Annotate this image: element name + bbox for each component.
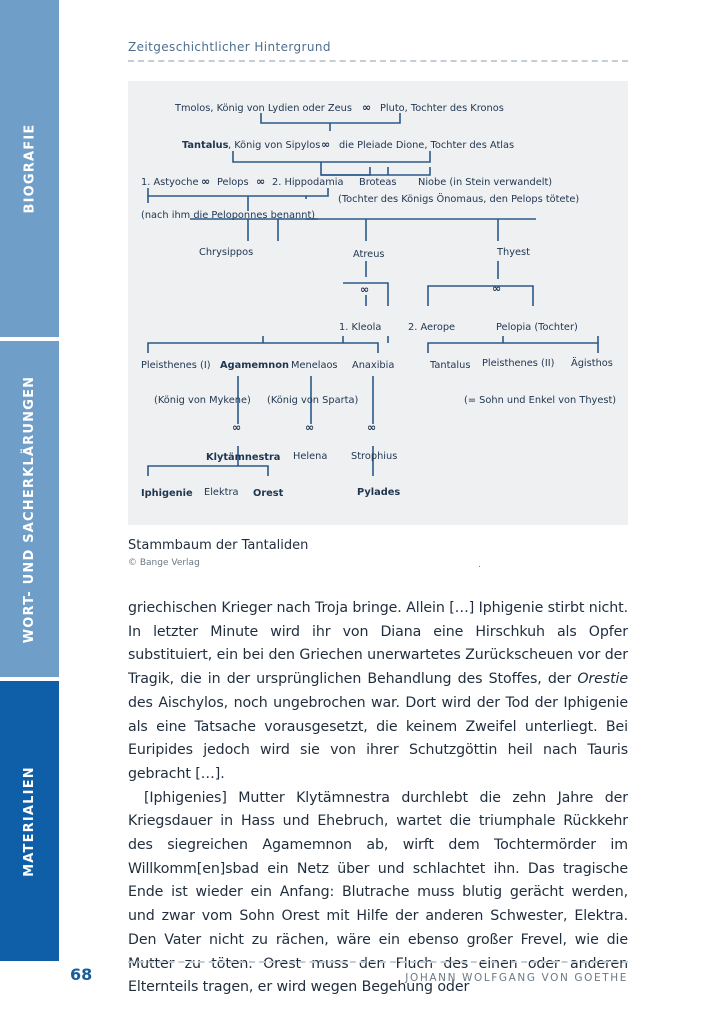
stray-dot: . (478, 560, 481, 570)
footer-divider (128, 961, 628, 963)
node-elektra: Elektra (204, 487, 239, 498)
family-tree-svg (128, 81, 628, 525)
node-klytaemnestra: Klytämnestra (206, 452, 281, 463)
marriage-symbol: ∞ (362, 101, 372, 114)
node-thyest: Thyest (497, 247, 530, 258)
marriage-symbol: ∞ (201, 175, 211, 188)
marriage-symbol: ∞ (232, 421, 242, 434)
tab-wort-und-sacherklaerungen[interactable] (0, 341, 59, 677)
paragraph-1-part-b: des Aischylos, noch ungebrochen war. Dort wird der Tod der Iphigenie als eine Tatsache vorausgesetzt, die keinem Zweifel unterliegt. Bei Euripides jedoch wird sie von ihrer Schutzgöttin heil nach Tauris gebracht […]. (128, 694, 628, 782)
tab-biografie-label: BIOGRAFIE (22, 123, 37, 214)
node-helena: Helena (293, 451, 328, 462)
node-tantalus-2: Tantalus (430, 360, 471, 371)
node-hippodamia: 2. Hippodamia (272, 177, 344, 188)
marriage-symbol: ∞ (360, 283, 370, 296)
paragraph-1-part-a: griechischen Krieger nach Troja bringe. Allein […] Iphigenie stirbt nicht. In letzter Minute wird ihr von Diana eine Hirschkuh als Opfer substituiert, ein bei den Griechen unerwartetes Zurückscheuen vor der Tragik, die in der ursprünglichen Behandlung des Stoffes, der (128, 600, 628, 688)
node-pleisthenes-1: Pleisthenes (I) (141, 360, 211, 371)
node-pelops: Pelops (217, 177, 249, 188)
family-tree-diagram (128, 81, 628, 525)
running-header: Zeitgeschichtlicher Hintergrund (128, 40, 331, 54)
node-orest: Orest (253, 488, 284, 499)
note-oenomaus: (Tochter des Königs Önomaus, den Pelops tötete) (338, 194, 580, 205)
node-anaxibia: Anaxibia (352, 360, 395, 371)
node-atreus: Atreus (353, 249, 385, 260)
note-thyest-son: (= Sohn und Enkel von Thyest) (464, 395, 617, 406)
work-title-orestie: Orestie (577, 671, 628, 688)
header-divider (128, 60, 628, 62)
node-pylades: Pylades (357, 487, 401, 498)
node-menelaos: Menelaos (291, 360, 338, 371)
node-tantalus-title: , König von Sipylos (228, 140, 321, 151)
note-peloponnes: (nach ihm die Peloponnes benannt) (141, 210, 316, 221)
marriage-symbol: ∞ (305, 421, 315, 434)
node-aerope: 2. Aerope (408, 322, 456, 333)
sidebar (0, 0, 59, 1020)
marriage-symbol: ∞ (321, 138, 331, 151)
node-iphigenie: Iphigenie (141, 488, 193, 499)
node-kleola: 1. Kleola (339, 322, 382, 333)
node-niobe: Niobe (in Stein verwandelt) (418, 177, 553, 188)
node-pleisthenes-2: Pleisthenes (II) (482, 358, 555, 369)
figure-caption: Stammbaum der Tantaliden (128, 538, 309, 553)
node-pluto: Pluto, Tochter des Kronos (380, 103, 504, 114)
paragraph-2: [Iphigenies] Mutter Klytämnestra durchlebt die zehn Jahre der Kriegsdauer in Hass und Ehebruch, wartet die triumphale Rückkehr des siegreichen Agamemnon ab, wirft dem Tochtermörder im Willkomm[en]sbad ein Netz über und schlachtet ihn. Das tragische Ende ist wieder ein Anfang: Blutrache muss blutig gerächt werden, und zwar vom Sohn Orest mit Hilfe der anderen Schwester, Elektra. Den Vater nicht zu rächen, wäre ein ebenso großer Frevel, wie die Mutter zu töten. Orest muss den Fluch des einen oder anderen Elternteils tragen, er wird wegen Begehung oder (128, 789, 628, 996)
tab-materialien-label: MATERIALIEN (22, 765, 38, 877)
node-pelopia: Pelopia (Tochter) (496, 322, 578, 333)
node-astyoche: 1. Astyoche (141, 177, 199, 188)
body-text (128, 597, 628, 1000)
page-number: 68 (70, 965, 93, 984)
node-dione: die Pleiade Dione, Tochter des Atlas (339, 140, 515, 151)
marriage-symbol: ∞ (492, 282, 502, 295)
marriage-symbol: ∞ (367, 421, 377, 434)
node-broteas: Broteas (359, 177, 397, 188)
note-sparta: (König von Sparta) (267, 395, 359, 406)
tab-wort-label: WORT- UND SACHERKLÄRUNGEN (22, 375, 38, 643)
tab-materialien[interactable] (0, 681, 59, 961)
running-footer: JOHANN WOLFGANG VON GOETHE (405, 972, 628, 984)
tab-biografie[interactable] (0, 0, 59, 337)
figure-credit: © Bange Verlag (128, 558, 200, 568)
paragraph-1 (128, 597, 628, 787)
marriage-symbol: ∞ (256, 175, 266, 188)
node-aegisthos: Ägisthos (571, 358, 613, 369)
note-mykene: (König von Mykene) (154, 395, 251, 406)
node-tantalus-head: Tantalus (182, 140, 229, 151)
node-chrysippos: Chrysippos (199, 247, 254, 258)
node-tmolos: Tmolos, König von Lydien oder Zeus (175, 103, 352, 114)
node-strophius: Strophius (351, 451, 398, 462)
node-agamemnon: Agamemnon (220, 360, 289, 371)
